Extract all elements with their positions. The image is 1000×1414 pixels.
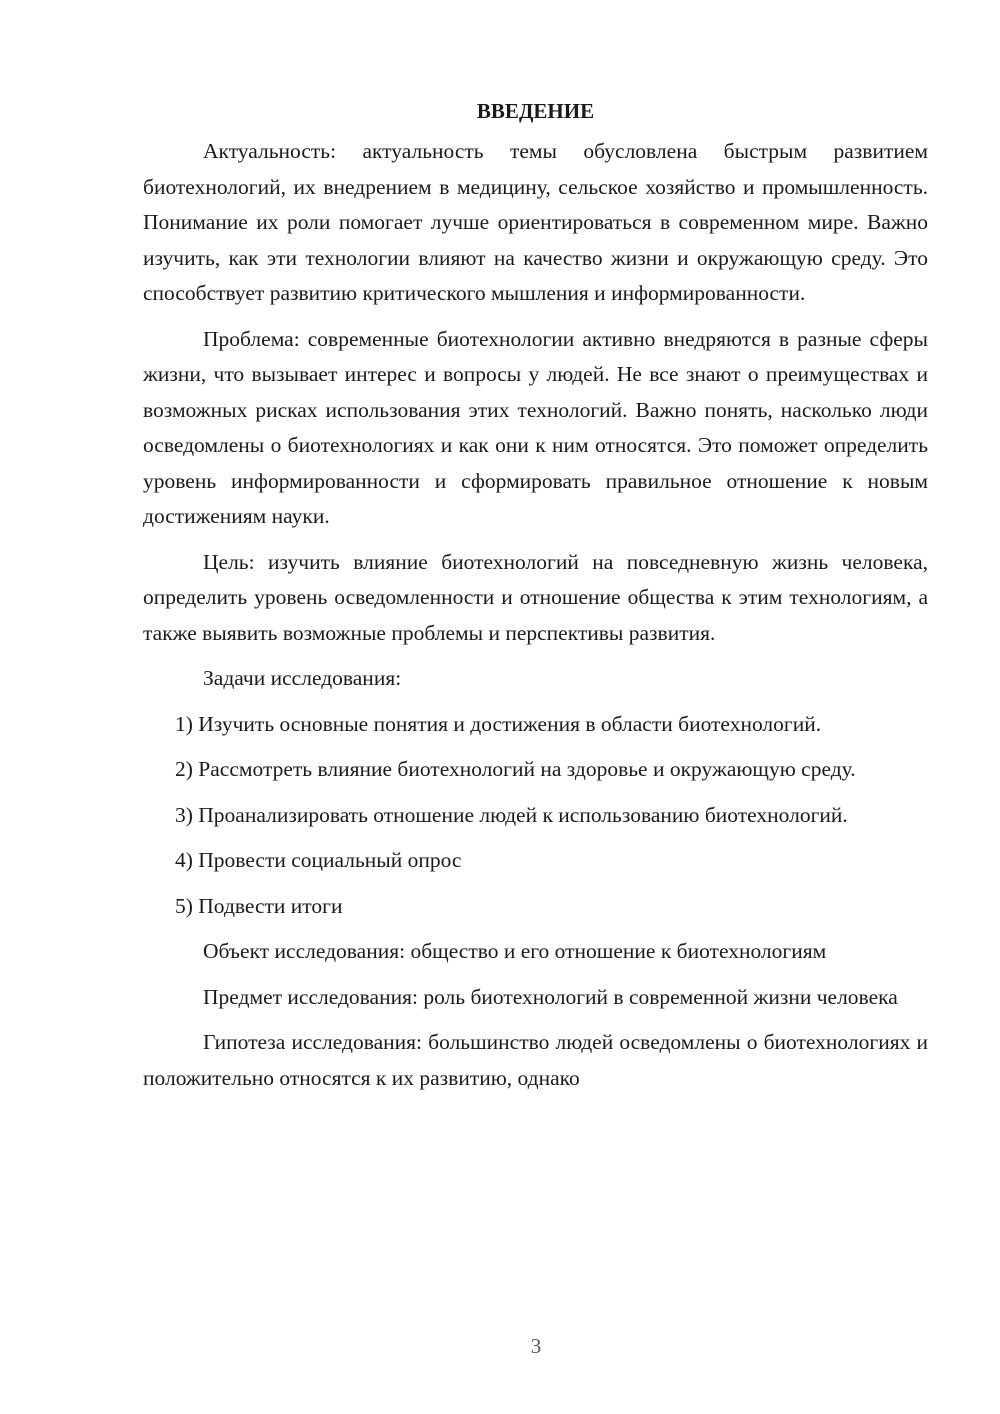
page-content — [143, 96, 928, 1096]
page-title: ВВЕДЕНИЕ — [476, 99, 595, 123]
goal-paragraph: Цель: изучить влияние биотехнологий на повседневную жизнь человека, определить уровень осведомленности и отношение общества к этим технологиям, а также выявить возможные проблемы и перспективы развития. — [143, 549, 928, 645]
object-paragraph: Объект исследования: общество и его отношение к биотехнологиям — [203, 939, 827, 963]
relevance-paragraph: Актуальность: актуальность темы обусловлена быстрым развитием биотехнологий, их внедрением в медицину, сельское хозяйство и промышленность. Понимание их роли помогает лучше ориентироваться в современном мире. Важно изучить, как эти технологии влияют на качество жизни и окружающую среду. Это способствует развитию критического мышления и информированности. — [143, 139, 928, 305]
problem-paragraph: Проблема: современные биотехнологии активно внедряются в разные сферы жизни, что вызывает интерес и вопросы у людей. Не все знают о преимуществах и возможных рисках использования этих технологий. Важно понять, насколько люди осведомлены о биотехнологиях и как они к ним относятся. Это поможет определить уровень информированности и сформировать правильное отношение к новым достижениям науки. — [143, 326, 928, 528]
task-item-1: 1) Изучить основные понятия и достижения в области биотехнологий. — [175, 711, 822, 736]
task-item-3: 3) Проанализировать отношение людей к использованию биотехнологий. — [175, 802, 848, 827]
hypothesis-paragraph: Гипотеза исследования: большинство людей осведомлены о биотехнологиях и положительно относятся к их развитию, однако — [143, 1030, 928, 1090]
subject-paragraph: Предмет исследования: роль биотехнологий в современной жизни человека — [203, 984, 898, 1009]
task-item-5: 5) Подвести итоги — [175, 893, 343, 918]
page-number: 3 — [530, 1334, 542, 1358]
task-item-2: 2) Рассмотреть влияние биотехнологий на здоровье и окружающую среду. — [175, 757, 856, 781]
tasks-heading: Задачи исследования: — [203, 666, 402, 690]
task-item-4: 4) Провести социальный опрос — [175, 848, 462, 872]
